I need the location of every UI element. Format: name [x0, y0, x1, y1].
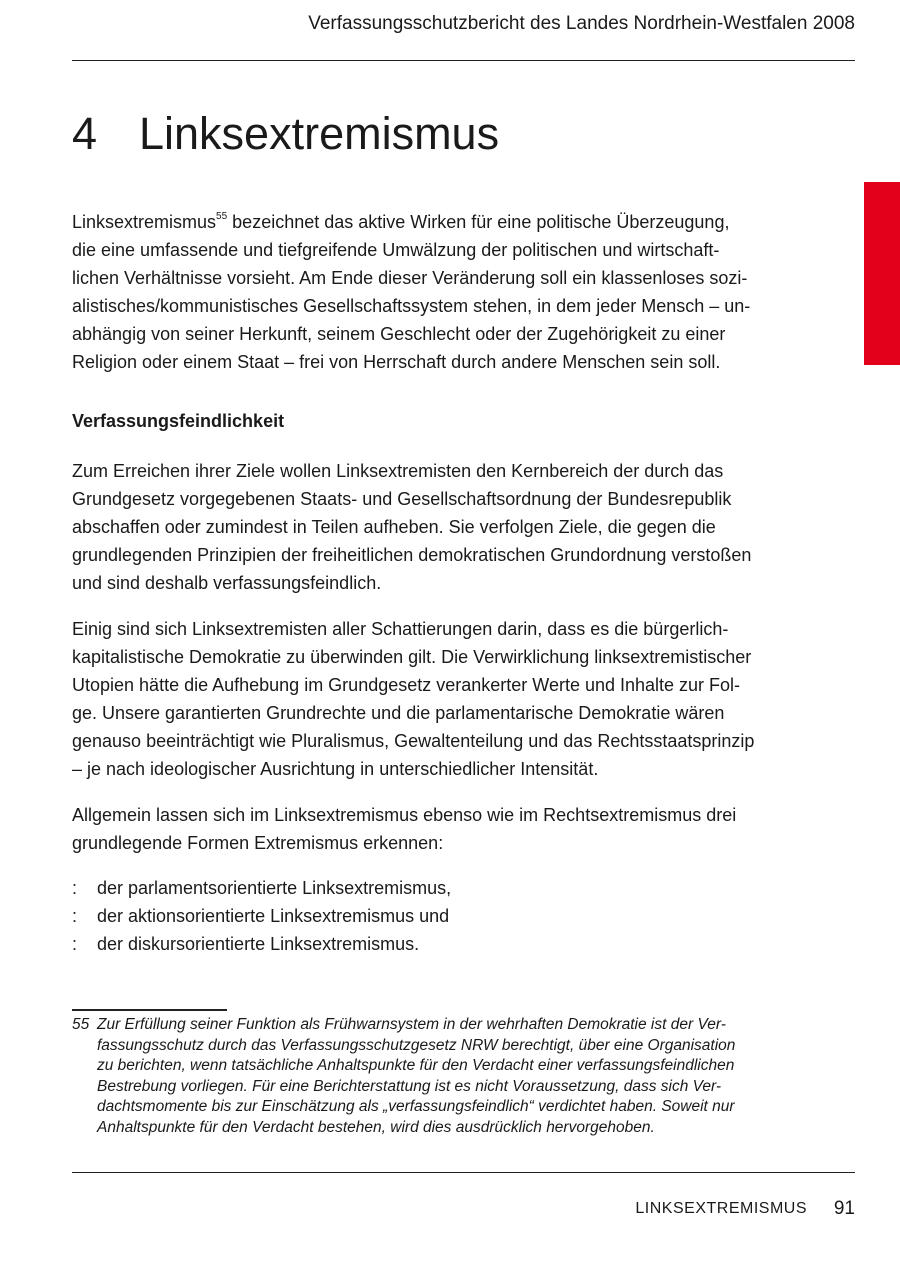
footnote-line: zu berichten, wenn tatsächliche Anhaltspunkte für den Verdacht einer verfassungsfeindlichen [97, 1057, 735, 1074]
footnote-reference[interactable]: 55 [216, 211, 228, 222]
paragraph-line: Utopien hätte die Aufhebung im Grundgesetz verankerter Werte und Inhalte zur Fol- [72, 675, 741, 695]
paragraph-line: genauso beeinträchtigt wie Pluralismus, Gewaltenteilung und das Rechtsstaatsprinzip [72, 731, 755, 751]
footer-rule [72, 1172, 855, 1173]
footnote-line: Bestrebung vorliegen. Für eine Berichterstattung ist es nicht Voraussetzung, dass sich Ver- [97, 1077, 722, 1095]
footnote-number: 55 [72, 1016, 90, 1033]
paragraph-line: grundlegende Formen Extremismus erkennen: [72, 833, 444, 853]
list-item [72, 902, 451, 930]
body-paragraph-3 [72, 801, 812, 857]
paragraph-line: abhängig von seiner Herkunft, seinem Geschlecht oder der Zugehörigkeit zu einer [72, 324, 726, 344]
paragraph-line: Einig sind sich Linksextremisten aller Schattierungen darin, dass es die bürgerlich- [72, 619, 729, 639]
paragraph-line: alistisches/kommunistisches Gesellschaftssystem stehen, in dem jeder Mensch – un- [72, 296, 751, 316]
paragraph-line: die eine umfassende und tiefgreifende Umwälzung der politischen und wirtschaft- [72, 240, 720, 260]
list-item-text: der aktionsorientierte Linksextremismus und [97, 906, 450, 926]
forms-list [72, 874, 451, 958]
paragraph-line: Religion oder einem Staat – frei von Herrschaft durch andere Menschen sein soll. [72, 352, 721, 372]
list-bullet: : [72, 934, 78, 954]
chapter-heading [72, 108, 499, 160]
chapter-title: Linksextremismus [139, 108, 500, 159]
header-rule [72, 60, 855, 61]
list-item-text: der parlamentsorientierte Linksextremismus, [97, 878, 452, 898]
paragraph-line: Zum Erreichen ihrer Ziele wollen Linksextremisten den Kernbereich der durch das [72, 461, 724, 481]
intro-first-line-rest: bezeichnet das aktive Wirken für eine politische Überzeugung, [227, 212, 730, 232]
list-item-text: der diskursorientierte Linksextremismus. [97, 934, 420, 954]
footnote-line [72, 1015, 812, 1036]
paragraph-line: Grundgesetz vorgegebenen Staats- und Gesellschaftsordnung der Bundesrepublik [72, 489, 732, 509]
footnote-line: fassungsschutz durch das Verfassungsschutzgesetz NRW berechtigt, über eine Organisation [97, 1036, 736, 1054]
paragraph-line: abschaffen oder zumindest in Teilen aufheben. Sie verfolgen Ziele, die gegen die [72, 517, 716, 537]
footnote-line: Anhaltspunkte für den Verdacht bestehen, wird dies ausdrücklich hervorgehoben. [97, 1118, 655, 1136]
footnote-separator [72, 1009, 227, 1011]
body-paragraph-1 [72, 457, 812, 597]
list-item [72, 930, 451, 958]
chapter-number: 4 [72, 108, 98, 159]
running-header-title: Verfassungsschutzbericht des Landes Nordrhein-Westfalen 2008 [308, 13, 855, 34]
list-item [72, 874, 451, 902]
list-bullet: : [72, 878, 78, 898]
paragraph-line: – je nach ideologischer Ausrichtung in unterschiedlicher Intensität. [72, 759, 599, 779]
footer-section-title: LINKSEXTREMISMUS [635, 1200, 807, 1217]
paragraph-line: lichen Verhältnisse vorsieht. Am Ende dieser Veränderung soll ein klassenloses sozi- [72, 268, 748, 288]
paragraph-line: und sind deshalb verfassungsfeindlich. [72, 573, 382, 593]
page-number: 91 [833, 1198, 855, 1219]
paragraph-line: grundlegenden Prinzipien der freiheitlichen demokratischen Grundordnung verstoßen [72, 545, 752, 565]
list-bullet: : [72, 906, 78, 926]
body-paragraph-2 [72, 615, 812, 783]
paragraph-line: Allgemein lassen sich im Linksextremismus ebenso wie im Rechtsextremismus drei [72, 805, 737, 825]
paragraph-line: kapitalistische Demokratie zu überwinden gilt. Die Verwirklichung linksextremistischer [72, 647, 752, 667]
footnote-line: dachtsmomente bis zur Einschätzung als „verfassungsfeindlich“ verdichtet haben. Soweit nur [97, 1098, 735, 1115]
paragraph-line [72, 208, 812, 236]
footnote-first-line: Zur Erfüllung seiner Funktion als Frühwarnsystem in der wehrhaften Demokratie ist der Ver- [97, 1016, 726, 1033]
paragraph-line: ge. Unsere garantierten Grundrechte und die parlamentarische Demokratie wären [72, 703, 725, 723]
intro-first-word: Linksextremismus [72, 212, 217, 232]
chapter-side-tab [864, 182, 900, 365]
footnote [72, 1015, 812, 1138]
section-heading: Verfassungsfeindlichkeit [72, 411, 285, 431]
intro-paragraph [72, 208, 812, 376]
